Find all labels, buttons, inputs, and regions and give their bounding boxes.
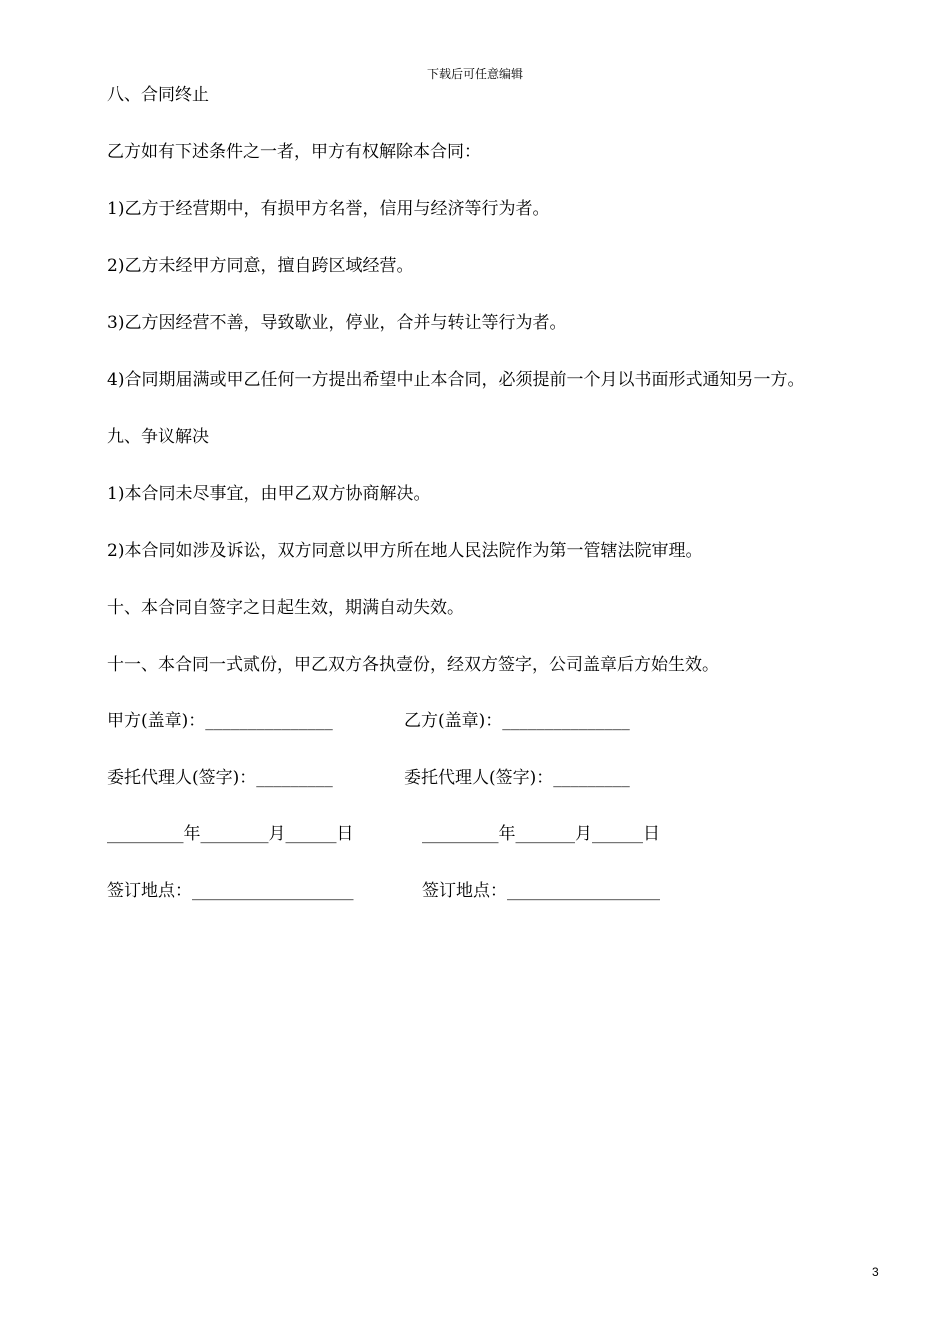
party-b-seal-field: 乙方(盖章)：_______________: [404, 711, 630, 731]
party-b-place-field: 签订地点：__________________: [422, 881, 660, 901]
section-11-text: 十一、本合同一式贰份，甲乙双方各执壹份，经双方签字，公司盖章后方始生效。: [107, 655, 719, 675]
party-a-date-field: _________年________月______日: [107, 824, 354, 844]
section-8-item-3: 3)乙方因经营不善，导致歇业，停业，合并与转让等行为者。: [107, 313, 567, 333]
section-8-item-2: 2)乙方未经甲方同意，擅自跨区域经营。: [107, 256, 414, 276]
section-9-item-1: 1)本合同未尽事宜，由甲乙双方协商解决。: [107, 484, 431, 504]
section-10-text: 十、本合同自签字之日起生效，期满自动失效。: [107, 598, 464, 618]
section-9-heading: 九、争议解决: [107, 427, 209, 447]
section-8-intro: 乙方如有下述条件之一者，甲方有权解除本合同：: [107, 142, 481, 162]
party-a-seal-field: 甲方(盖章)：_______________: [107, 711, 333, 731]
page-number: 3: [872, 1265, 879, 1279]
section-8-item-4: 4)合同期届满或甲乙任何一方提出希望中止本合同，必须提前一个月以书面形式通知另一方。: [107, 370, 805, 390]
party-b-date-field: _________年_______月______日: [422, 824, 660, 844]
party-a-agent-field: 委托代理人(签字)：_________: [107, 768, 333, 788]
section-9-item-2: 2)本合同如涉及诉讼，双方同意以甲方所在地人民法院作为第一管辖法院审理。: [107, 541, 703, 561]
section-8-heading: 八、合同终止: [107, 85, 209, 105]
party-a-place-field: 签订地点：___________________: [107, 881, 354, 901]
party-b-agent-field: 委托代理人(签字)：_________: [404, 768, 630, 788]
section-8-item-1: 1)乙方于经营期中，有损甲方名誉，信用与经济等行为者。: [107, 199, 550, 219]
page-header-note: 下载后可任意编辑: [426, 67, 523, 81]
